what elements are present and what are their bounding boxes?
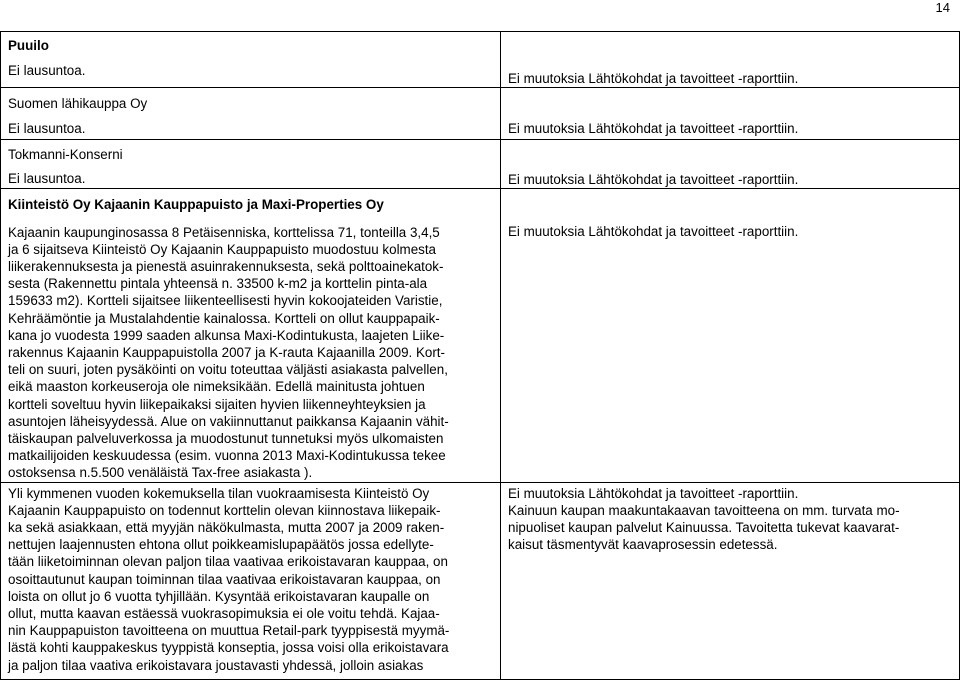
statement-line: loista on ollut jo 6 vuotta tyhjillään. Kysyntää erikoistavaran kaupalle on: [8, 588, 430, 604]
statement-cell: [1, 88, 501, 140]
table-row: [1, 140, 960, 189]
statement-line: nettujen laajennusten ehtona ollut poikkeamislupapäätös jossa edellyte-: [8, 537, 434, 553]
statement-line: teli on suuri, joten pysäköinti on voitu toteuttaa väljästi asiakasta palvellen,: [8, 362, 448, 378]
statement-line: kortteli soveltuu hyvin liikepaikaksi sijaiten hyvien liikenneyhteyksien ja: [8, 396, 426, 412]
statement-line: matkailijoiden keskuudessa (esim. vuonna 2013 Maxi-Kodintukussa tekee: [8, 448, 446, 464]
row-title: Puuilo: [8, 38, 49, 53]
statement-cell: [1, 140, 501, 189]
statement-line: Kajaanin Kauppapuisto on todennut korttelin olevan kiinnostava liikepaik-: [8, 502, 441, 518]
statement-line: ostoksensa n.5.500 venäläistä Tax-free asiakasta ).: [8, 465, 313, 481]
row-title: Kiinteistö Oy Kajaanin Kauppapuisto ja Maxi-Properties Oy: [8, 197, 384, 213]
statement-line: ka sekä asiakkaan, että myyjän näkökulmasta, mutta 2007 ja 2009 raken-: [8, 520, 445, 536]
response-line: Ei muutoksia Lähtökohdat ja tavoitteet -raporttiin.: [508, 485, 799, 501]
statement-line: Kajaanin kaupunginosassa 8 Petäisenniska, korttelissa 71, tonteilla 3,4,5: [8, 224, 440, 240]
response-cell: [501, 140, 960, 189]
statement-text: [8, 485, 494, 674]
statement-line: 159633 m2). Kortteli sijaitsee liikenteellisesti hyvin kokoojateiden Varistie,: [8, 293, 443, 309]
statement-line: ja 6 sijaitseva Kiinteistö Oy Kajaanin Kauppapuisto muodostuu kolmesta: [8, 241, 437, 257]
row-title: Tokmanni-Konserni: [8, 147, 123, 163]
response-text: Ei muutoksia Lähtökohdat ja tavoitteet -raporttiin.: [508, 121, 799, 137]
response-line: Kainuun kaupan maakuntakaavan tavoitteena on mm. turvata mo-: [508, 502, 900, 518]
statement-line: nin Kauppapuiston tavoitteena on muuttua Retail-park tyyppisestä myymä-: [8, 623, 450, 639]
table-row: [1, 482, 960, 679]
response-line: kaisut täsmentyvät kaavaprosessin edetessä.: [508, 537, 778, 553]
response-text: Ei muutoksia Lähtökohdat ja tavoitteet -raporttiin.: [508, 71, 799, 86]
statement-line: Kehräämöntie ja Mustalahdentie kainalossa. Kortteli on ollut kauppapaik-: [8, 310, 440, 326]
response-cell: [501, 482, 960, 679]
statement-line: liikerakennuksesta ja pienestä asuinrakennuksesta, sekä polttoainekatok-: [8, 259, 444, 275]
statement-line: täiskaupan palveluverkossa ja muodostunut tunnetuksi myös ulkomaisten: [8, 431, 444, 447]
statement-cell: [1, 32, 501, 88]
statement-line: lästä kohti kauppakeskus tyyppistä konseptia, jossa voisi olla erikoistavara: [8, 640, 449, 656]
statement-text: Ei lausuntoa.: [8, 171, 86, 187]
response-text: [508, 485, 953, 554]
response-text: Ei muutoksia Lähtökohdat ja tavoitteet -raporttiin.: [508, 172, 799, 188]
statement-line: eikä maaston korkeuseroja ole nimeksikään. Edellä mainitusta johtuen: [8, 379, 425, 395]
statement-line: ollut, mutta kaavan estäessä vuokrasopimuksia ei ole voitu tehdä. Kajaa-: [8, 606, 440, 622]
statement-text: Ei lausuntoa.: [8, 121, 86, 137]
table-row: [1, 88, 960, 140]
statement-cell: [1, 482, 501, 679]
response-cell: [501, 88, 960, 140]
statement-line: asuntojen läheisyydessä. Alue on vakiinnuttanut paikkansa Kajaanin vähit-: [8, 413, 449, 429]
statement-cell: [1, 189, 501, 482]
statement-line: rakennus Kajaanin Kauppapuistolla 2007 ja K-rauta Kajaanilla 2009. Kort-: [8, 345, 445, 361]
response-line: nipuoliset kaupan palvelut Kainuussa. Tavoitetta tukevat kaavarat-: [508, 520, 900, 536]
statement-text: [8, 224, 494, 482]
statements-table: [0, 31, 960, 680]
response-cell: [501, 32, 960, 88]
statement-line: Yli kymmenen vuoden kokemuksella tilan vuokraamisesta Kiinteistö Oy: [8, 485, 430, 501]
response-cell: [501, 189, 960, 482]
statement-line: sesta (Rakennettu pintala yhteensä n. 33500 k-m2 ja korttelin pinta-ala: [8, 276, 428, 292]
statement-line: tään liiketoiminnan olevan paljon tilaa vaativaa erikoistavaran kauppaa, on: [8, 554, 448, 570]
statement-line: ja paljon tilaa vaativa erikoistavara joustavasti yhdessä, jolloin asiakas: [8, 657, 424, 673]
table-row: [1, 32, 960, 88]
table-row: [1, 189, 960, 482]
statement-line: kana jo vuodesta 1999 saaden alkunsa Maxi-Kodintukusta, laajeten Liike-: [8, 327, 445, 343]
row-title: Suomen lähikauppa Oy: [8, 96, 148, 112]
statement-text: Ei lausuntoa.: [8, 63, 86, 79]
statement-line: osoittautunut kaupan toiminnan tilaa vaativaa erikoistavaran kauppaa, on: [8, 571, 441, 587]
response-text: Ei muutoksia Lähtökohdat ja tavoitteet -raporttiin.: [508, 224, 799, 240]
page-number: 14: [935, 0, 950, 15]
